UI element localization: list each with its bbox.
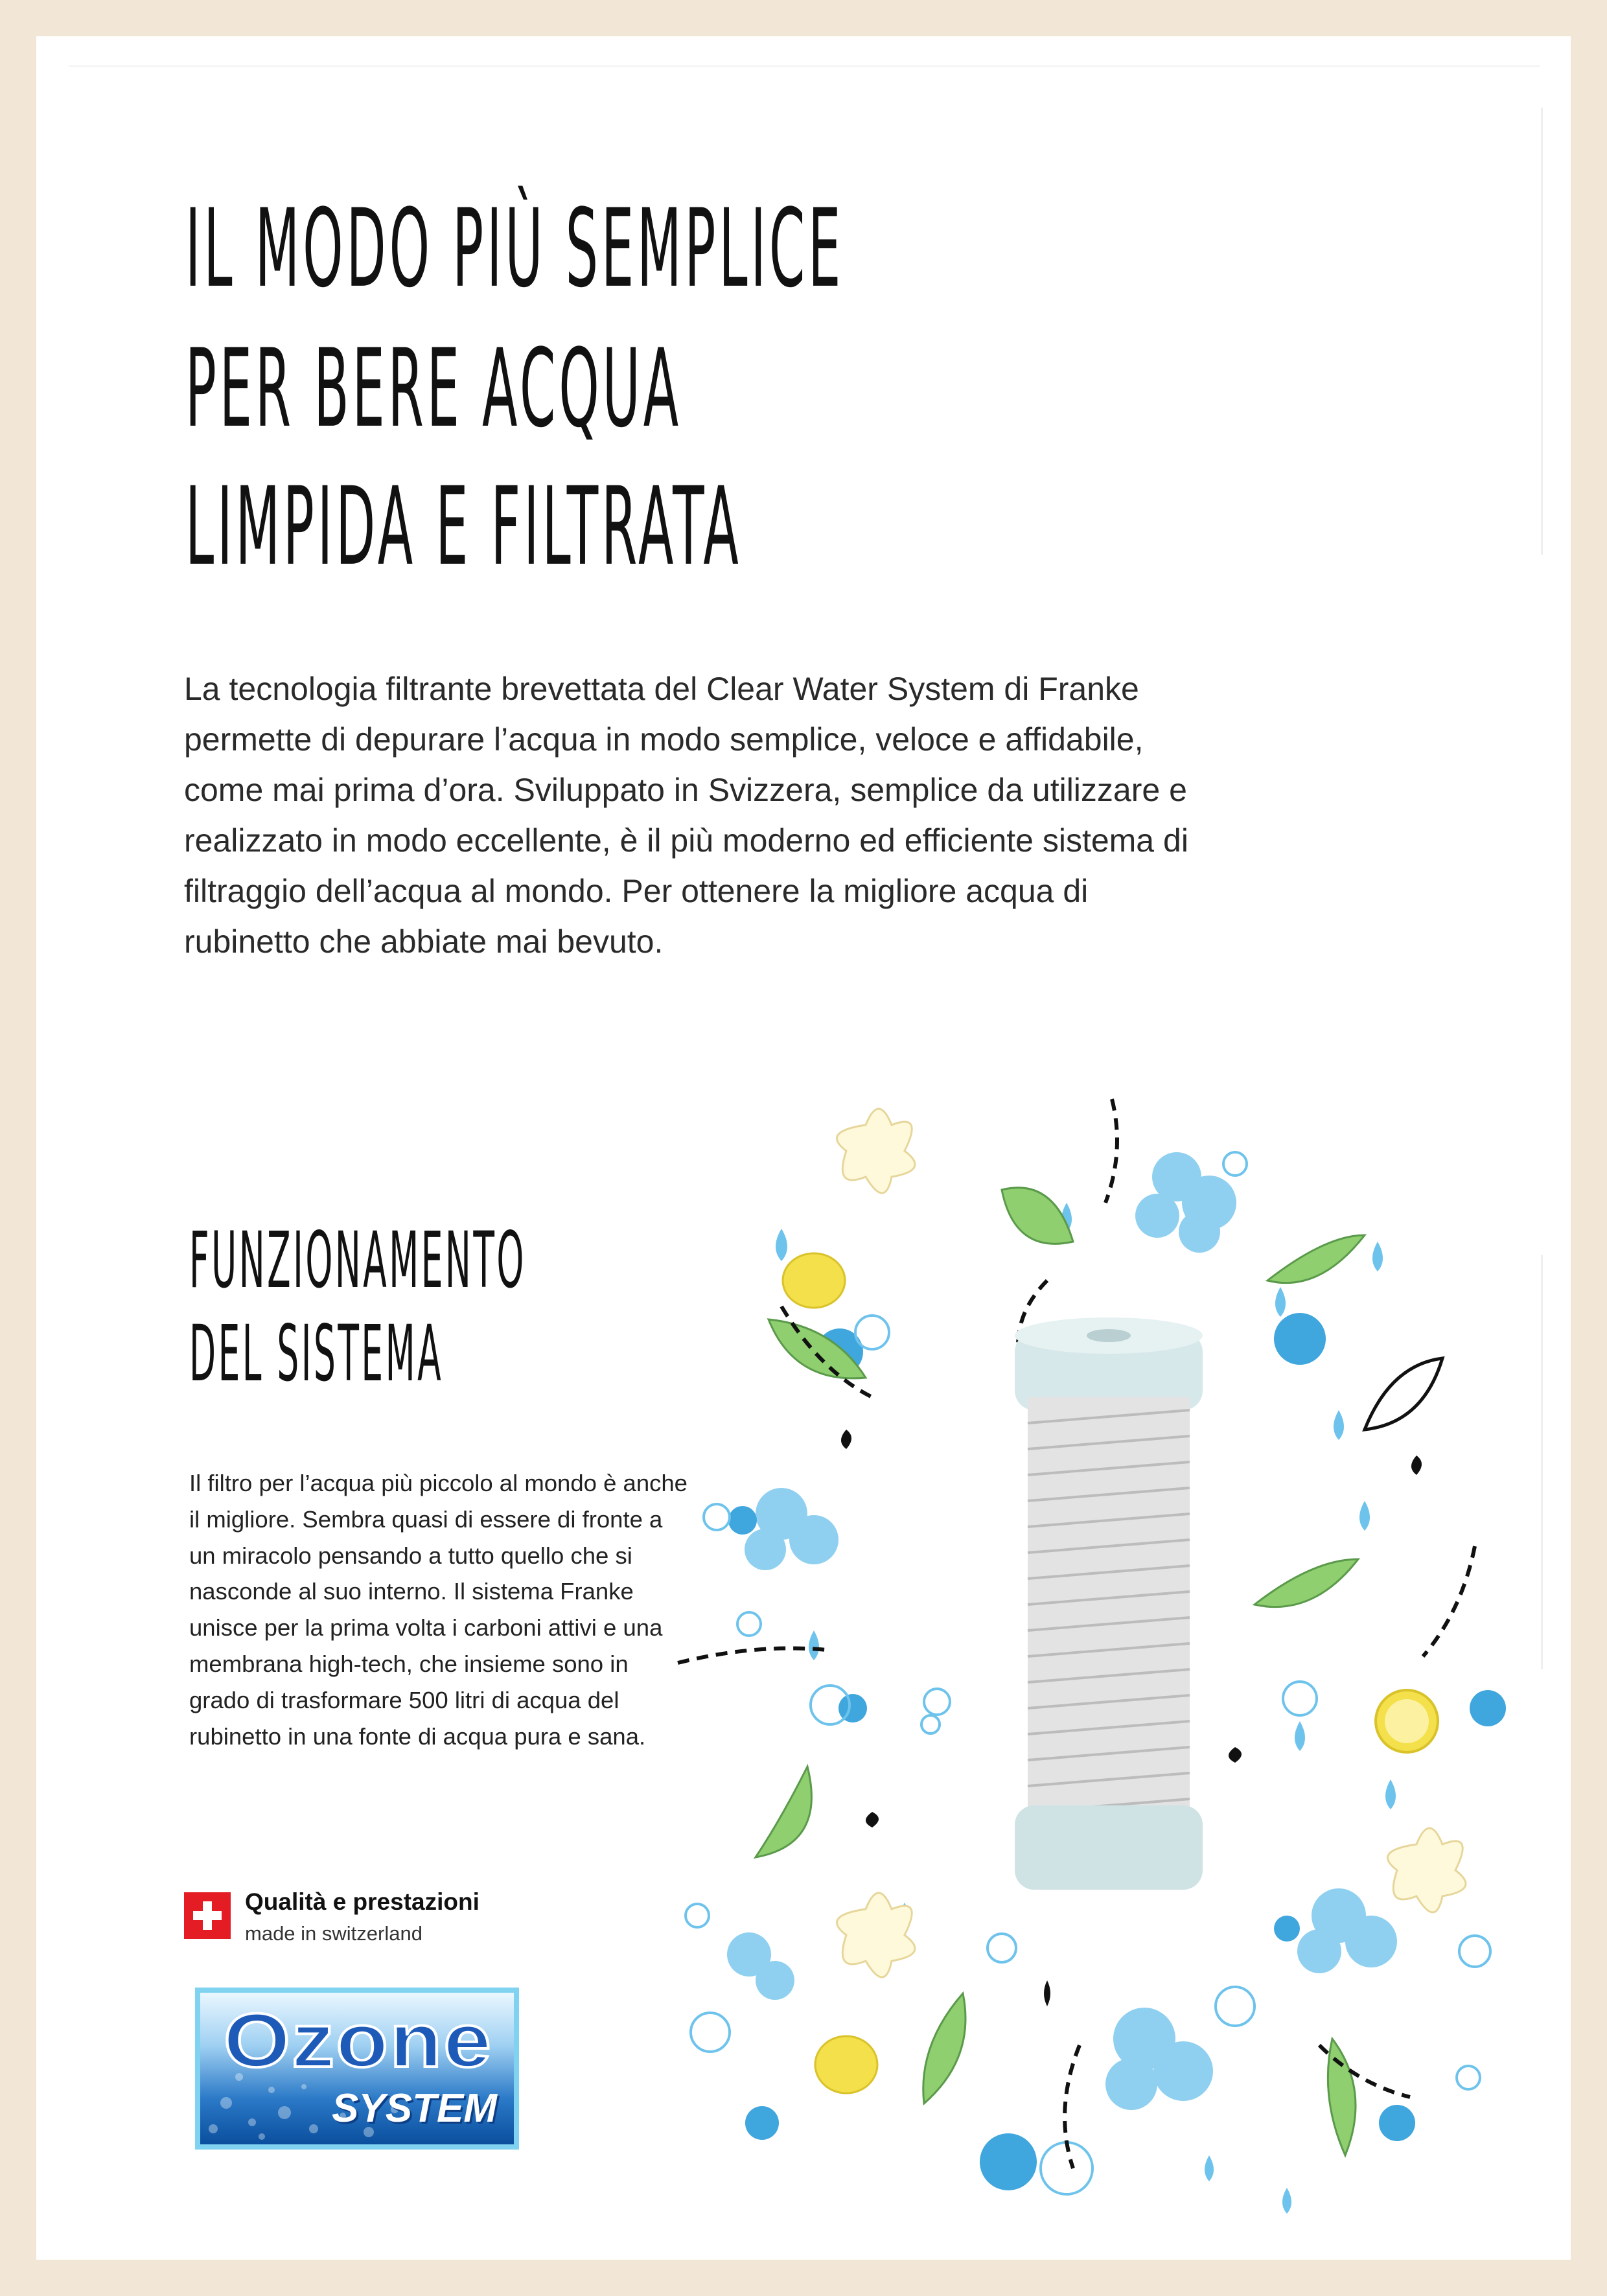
quality-badge (184, 1888, 638, 1947)
quality-title: Qualità e prestazioni (245, 1888, 480, 1915)
outline-leaf-icon (1365, 1358, 1442, 1430)
poster-page (36, 36, 1571, 2260)
headline-line-3: LIMPIDA E FILTRATA (185, 464, 742, 590)
filter-cartridge (1015, 1317, 1203, 1890)
swiss-flag-icon (184, 1892, 231, 1939)
ozone-system-logo (195, 1988, 519, 2150)
logo-word: Ozone (224, 1998, 493, 2083)
quality-subtitle: made in switzerland (245, 1922, 422, 1945)
filter-illustration (652, 1047, 1533, 2233)
logo-subword: SYSTEM (332, 2086, 497, 2131)
intro-paragraph: La tecnologia filtrante brevettata del Clear Water System di Franke permette di depurare l’acqua in modo semplice, veloce e affidabile, come mai prima d’ora. Sviluppato in Svizzera, semplice da utilizzare e realizzato in modo eccellente, è il più moderno ed efficiente sistema di filtraggio dell’acqua al mondo. Per ottenere la migliore acqua di rubinetto che abbiate mai bevuto. (184, 671, 1188, 960)
headline-line-2: PER BERE ACQUA (185, 326, 682, 452)
system-description: Il filtro per l’acqua più piccolo al mondo è anche il migliore. Sembra quasi di essere di fronte a un miracolo pensando a tutto quello che si nasconde al suo interno. Il sistema Franke unisce per la prima volta i carboni attivi e una membrana high-tech, che insieme sono in grado di trasformare 500 litri di acqua del rubinetto in una fonte di acqua pura e sana. (189, 1470, 688, 1750)
right-divider-2 (1541, 1255, 1543, 1669)
right-divider-1 (1541, 108, 1543, 555)
section-title-line-2: DEL SISTEMA (189, 1308, 444, 1399)
section-title-line-1: FUNZIONAMENTO (189, 1215, 526, 1306)
top-divider (69, 65, 1540, 67)
headline-line-1: IL MODO PIÙ SEMPLICE (185, 186, 844, 312)
